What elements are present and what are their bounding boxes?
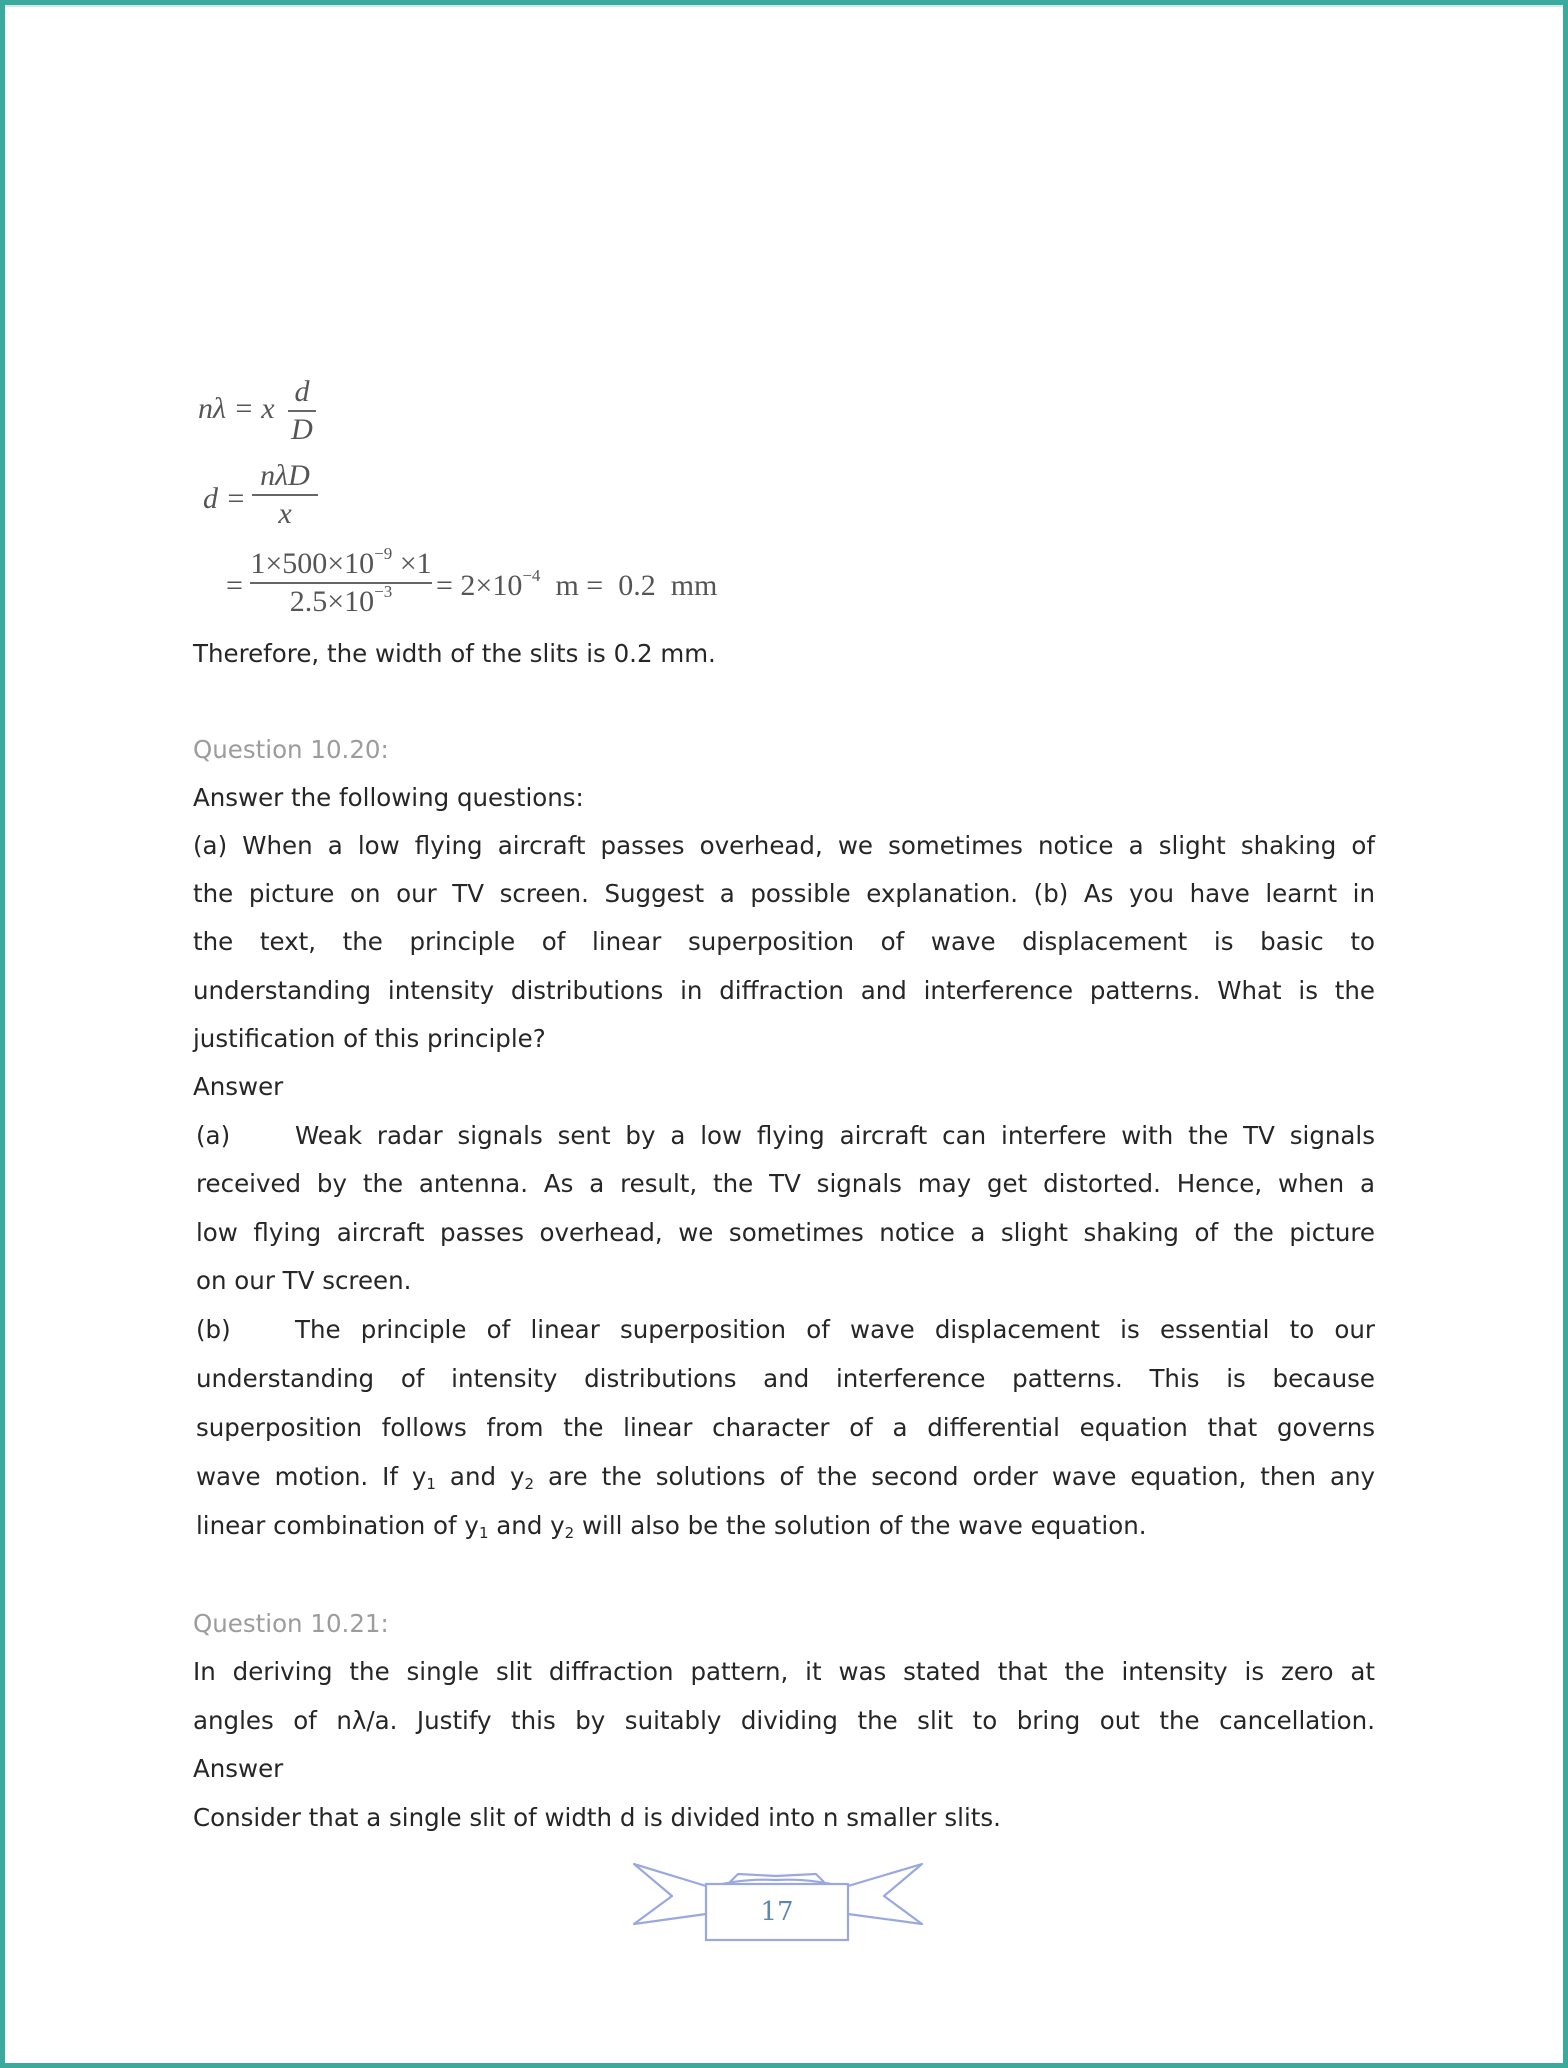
question-10-20-line: (a) When a low flying aircraft passes overhead, we sometimes notice a slight shaking of: [193, 831, 1375, 860]
question-10-21-line: In deriving the single slit diffraction pattern, it was stated that the intensity is zero at: [193, 1657, 1375, 1686]
question-10-20-line: the text, the principle of linear superposition of wave displacement is basic to: [193, 927, 1375, 956]
equation-1-lhs: nλ = x: [198, 392, 275, 425]
equation-2-fraction: [252, 461, 318, 529]
answer-b-line: understanding of intensity distributions and interference patterns. This is because: [196, 1364, 1375, 1393]
equation-3-denominator: $2.5\times 10^{-3}$: [289, 581, 393, 618]
answer-label: Answer: [193, 1754, 284, 1783]
equation-3-fraction: [250, 544, 432, 618]
question-10-21-line: angles of nλ/a. Justify this by suitably dividing the slit to bring out the cancellation.: [193, 1706, 1375, 1735]
equation-1-denominator: D: [291, 412, 313, 446]
question-10-20-line: justification of this principle?: [193, 1024, 546, 1053]
equation-3-numerator: $1\times 500\times 10^{-9} \times 1$: [250, 544, 432, 580]
answer-a-line: on our TV screen.: [196, 1266, 412, 1295]
question-10-21-label: Question 10.21:: [193, 1609, 389, 1638]
equation-3-equals: =: [226, 569, 243, 602]
page-number: 17: [760, 1897, 794, 1927]
answer-b-first-line: [196, 1306, 1375, 1354]
answer-b-line: superposition follows from the linear character of a differential equation that governs: [196, 1413, 1375, 1442]
equation-1-numerator: d: [294, 375, 310, 408]
equation-2-denominator: x: [278, 496, 292, 530]
page-number-ribbon: [630, 1858, 926, 1946]
answer-a-line: low flying aircraft passes overhead, we sometimes notice a slight shaking of the picture: [196, 1218, 1375, 1247]
answer-a-marker: (a): [196, 1121, 231, 1150]
answer-a-line: Weak radar signals sent by a low flying aircraft can interfere with the TV signals: [295, 1121, 1375, 1150]
equation-2-numerator: nλD: [260, 459, 310, 492]
answer-b-line: wave motion. If $y_1$ and $y_2$ are the solutions of the second order wave equation, then any: [196, 1462, 1375, 1493]
answer-b-line: The principle of linear superposition of wave displacement is essential to our: [295, 1315, 1375, 1344]
top-rule: [5, 5, 1563, 7]
answer-text: Consider that a single slit of width d is divided into n smaller slits.: [193, 1803, 1001, 1832]
equation-1-fraction: [288, 377, 316, 445]
fraction-bar: [250, 582, 432, 584]
answer-a-line: received by the antenna. As a result, the TV signals may get distorted. Hence, when a: [196, 1169, 1375, 1198]
answer-a-first-line: [196, 1112, 1375, 1160]
answer-b-line: linear combination of $y_1$ and $y_2$ will also be the solution of the wave equation.: [196, 1511, 1147, 1542]
equation-2-lhs: d =: [203, 482, 246, 515]
question-10-20-intro: Answer the following questions:: [193, 783, 584, 812]
equation-3-result: = $2\times 10^{-4}$ m = 0.2 mm: [436, 566, 718, 602]
question-10-20-line: the picture on our TV screen. Suggest a possible explanation. (b) As you have learnt in: [193, 879, 1375, 908]
fraction-bar: [288, 410, 316, 412]
question-10-20-label: Question 10.20:: [193, 735, 389, 764]
answer-label: Answer: [193, 1072, 284, 1101]
question-10-20-line: understanding intensity distributions in diffraction and interference patterns. What is the: [193, 976, 1375, 1005]
fraction-bar: [252, 494, 318, 496]
answer-b-marker: (b): [196, 1315, 231, 1344]
conclusion-text: Therefore, the width of the slits is 0.2 mm.: [193, 639, 716, 668]
